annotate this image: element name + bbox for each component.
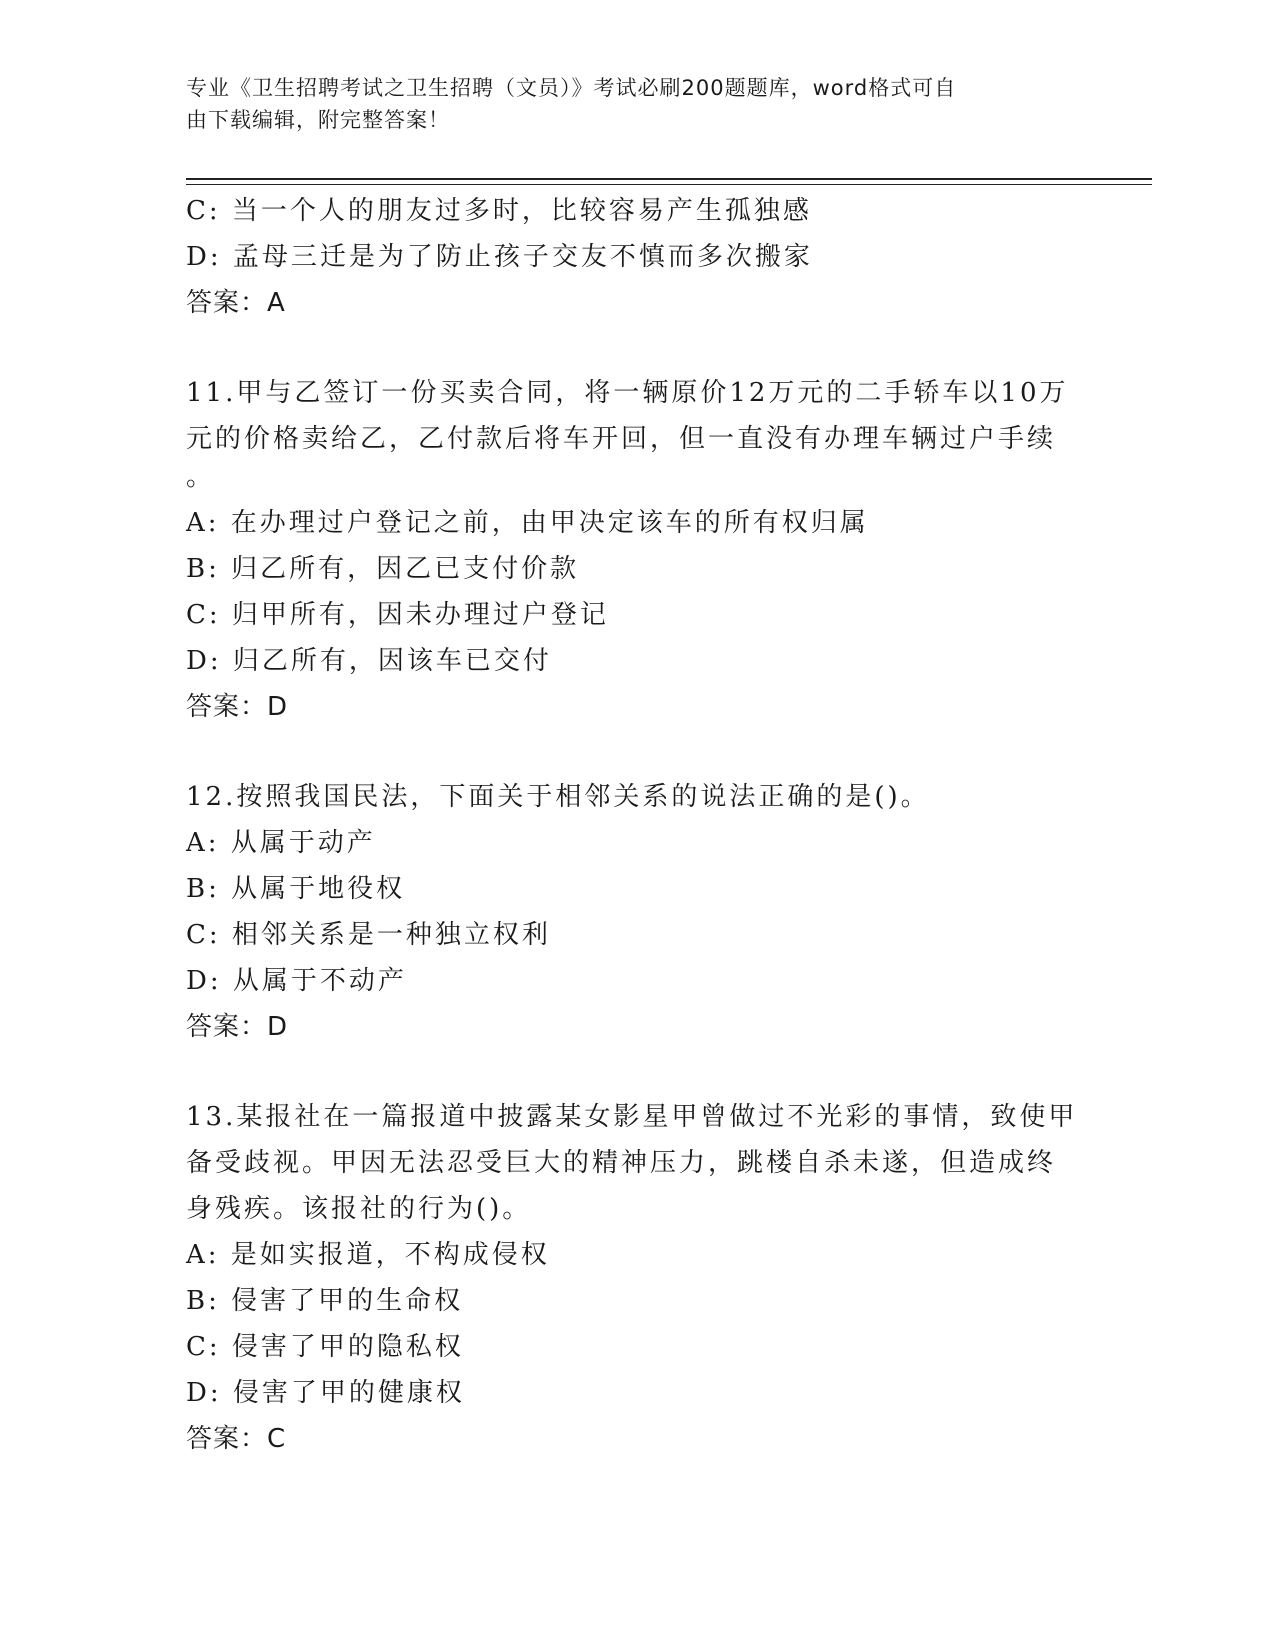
question-13 (186, 1094, 1086, 1462)
question-11-option-d: D: 归乙所有，因该车已交付 (186, 646, 552, 676)
question-13-option-a: A: 是如实报道，不构成侵权 (186, 1240, 550, 1270)
question-12-option-c: C: 相邻关系是一种独立权利 (186, 920, 551, 950)
question-11-option-a: A: 在办理过户登记之前，由甲决定该车的所有权归属 (186, 508, 869, 538)
prev-option-c: C: 当一个人的朋友过多时，比较容易产生孤独感 (186, 196, 812, 226)
question-11-stem-2: 元的价格卖给乙，乙付款后将车开回，但一直没有办理车辆过户手续 (186, 424, 1057, 454)
question-13-option-b: B: 侵害了甲的生命权 (186, 1286, 464, 1316)
question-12-option-b: B: 从属于地役权 (186, 874, 406, 904)
question-11-answer: 答案：D (186, 692, 289, 722)
question-13-stem-2: 备受歧视。甲因无法忍受巨大的精神压力，跳楼自杀未遂，但造成终 (186, 1148, 1057, 1178)
question-13-answer: 答案：C (186, 1424, 287, 1454)
question-11-option-b: B: 归乙所有，因乙已支付价款 (186, 554, 580, 584)
question-13-stem-1: 13.某报社在一篇报道中披露某女影星甲曾做过不光彩的事情，致使甲 (186, 1102, 1078, 1132)
question-11 (186, 370, 1086, 730)
question-12-option-a: A: 从属于动产 (186, 828, 376, 858)
prev-answer: 答案：A (186, 288, 286, 318)
question-13-option-c: C: 侵害了甲的隐私权 (186, 1332, 464, 1362)
question-body (186, 188, 1086, 1462)
question-12-answer: 答案：D (186, 1012, 289, 1042)
document-header (186, 72, 1066, 136)
header-line-1: 专业《卫生招聘考试之卫生招聘（文员）》考试必刷200题题库，word格式可自 (186, 76, 957, 100)
question-13-option-d: D: 侵害了甲的健康权 (186, 1378, 465, 1408)
question-13-stem-3: 身残疾。该报社的行为()。 (186, 1194, 532, 1224)
question-12 (186, 774, 1086, 1050)
question-11-option-c: C: 归甲所有，因未办理过户登记 (186, 600, 609, 630)
question-11-stem-1: 11.甲与乙签订一份买卖合同，将一辆原价12万元的二手轿车以10万 (186, 378, 1069, 408)
header-line-2: 由下载编辑，附完整答案！ (186, 108, 450, 132)
header-rule-thin (186, 184, 1152, 185)
question-11-stem-3: 。 (186, 462, 216, 492)
question-12-stem-1: 12.按照我国民法，下面关于相邻关系的说法正确的是()。 (186, 782, 930, 812)
prev-option-d: D: 孟母三迁是为了防止孩子交友不慎而多次搬家 (186, 242, 813, 272)
header-rule-thick (186, 178, 1152, 180)
question-12-option-d: D: 从属于不动产 (186, 966, 407, 996)
